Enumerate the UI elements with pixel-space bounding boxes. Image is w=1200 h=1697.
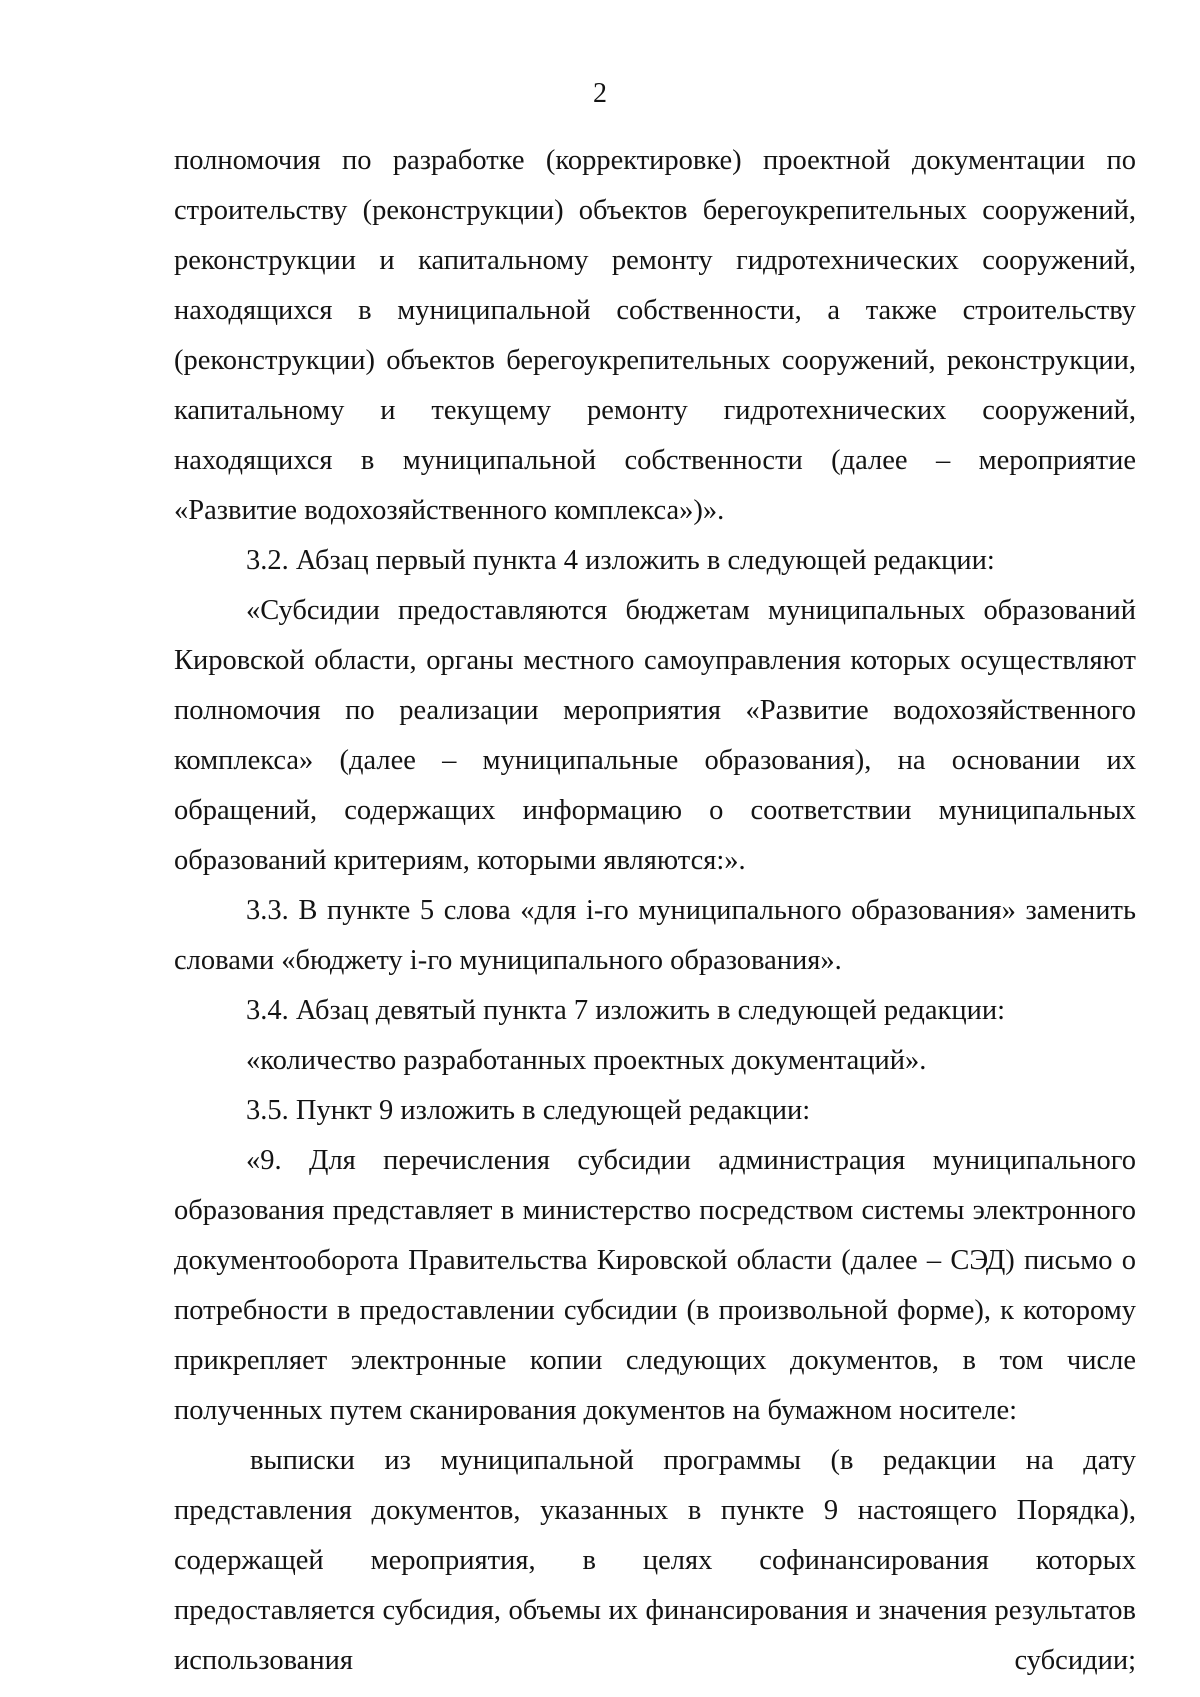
paragraph-point-9-quote: «9. Для перечисления субсидии администрация муниципального образования представляет в министерство посредством системы электронного документооборота Правительства Кировской области (далее – СЭД) письмо о потребности в предоставлении субсидии (в произвольной форме), к которому прикрепляет электронные копии следующих документов, в том числе полученных путем сканирования документов на бумажном носителе: — [174, 1145, 1136, 1426]
paragraph-continuation: полномочия по разработке (корректировке) проектной документации по строительству (реконструкции) объектов берегоукрепительных сооружений, реконструкции и капитальному ремонту гидротехнических сооружений, находящихся в муниципальной собственности, а также строительству (реконструкции) объектов берегоукрепительных сооружений, реконструкции, капитальному и текущему ремонту гидротехнических сооружений, находящихся в муниципальной собственности (далее – мероприятие «Развитие водохозяйственного комплекса»)». — [174, 145, 1136, 526]
paragraph-3-2: 3.2. Абзац первый пункта 4 изложить в следующей редакции: — [246, 545, 995, 576]
paragraph-3-3: 3.3. В пункте 5 слова «для i-го муниципального образования» заменить словами «бюджету i-го муниципального образования». — [174, 895, 1136, 976]
paragraph-3-5: 3.5. Пункт 9 изложить в следующей редакции: — [246, 1095, 811, 1126]
page-number: 2 — [593, 78, 607, 109]
paragraph-quantity-quote: «количество разработанных проектных документаций». — [246, 1045, 927, 1076]
document-body — [174, 136, 1136, 1686]
paragraph-program-extracts: выписки из муниципальной программы (в редакции на дату представления документов, указанных в пункте 9 настоящего Порядка), содержащей мероприятия, в целях софинансирования которых предоставляется субсидия, объемы их финансирования и значения результатов использования субсидии; — [174, 1445, 1136, 1676]
paragraph-3-4: 3.4. Абзац девятый пункта 7 изложить в следующей редакции: — [246, 995, 1006, 1026]
paragraph-subsidies-quote: «Субсидии предоставляются бюджетам муниципальных образований Кировской области, органы местного самоуправления которых осуществляют полномочия по реализации мероприятия «Развитие водохозяйственного комплекса» (далее – муниципальные образования), на основании их обращений, содержащих информацию о соответствии муниципальных образований критериям, которыми являются:». — [174, 595, 1136, 876]
